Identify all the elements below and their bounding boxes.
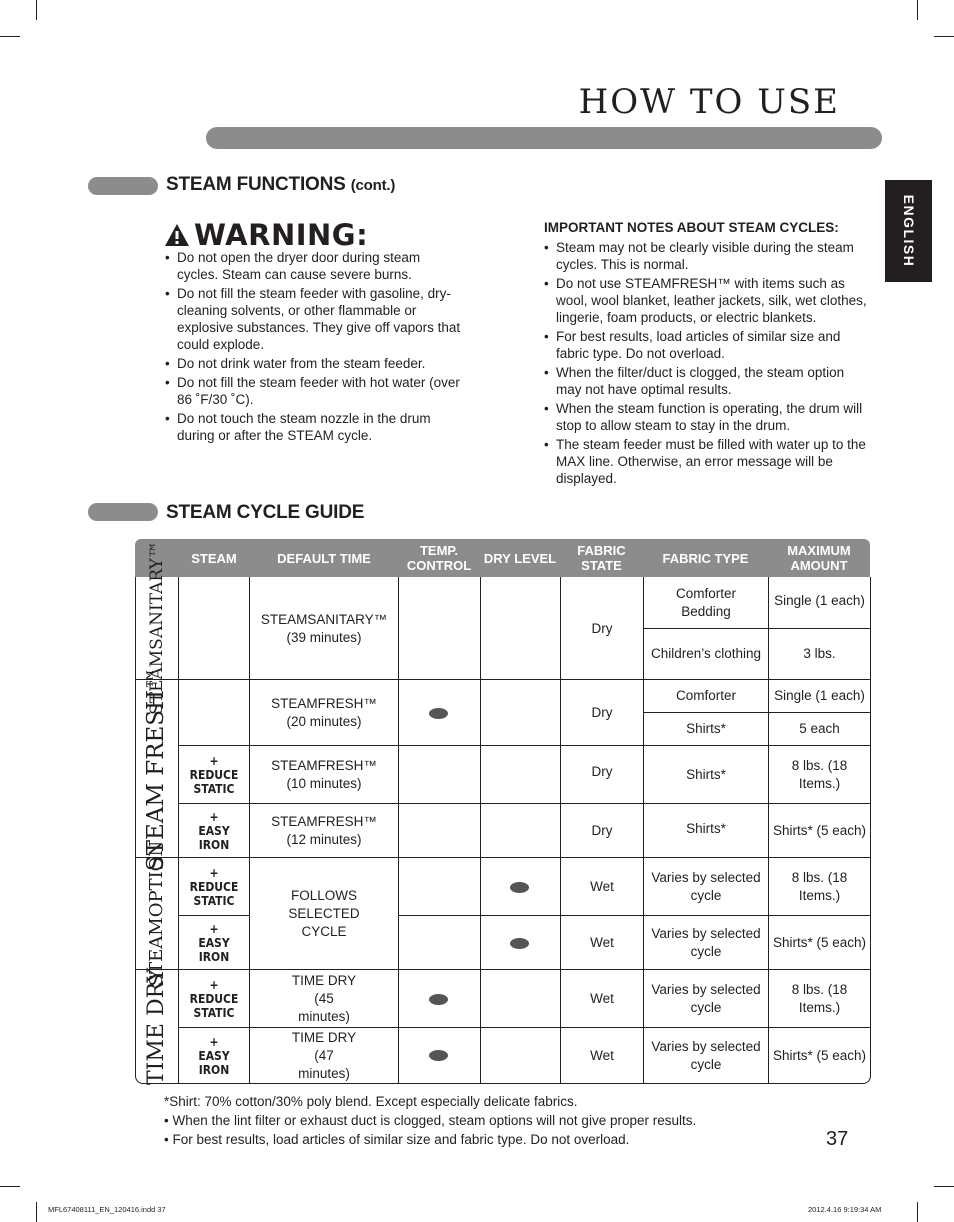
column-header-temp-control: TEMP. CONTROL [406, 543, 472, 573]
fabric-type-cell: Varies by selected cycle [651, 981, 761, 1015]
default-time-cell: TIME DRY (47 minutes) [291, 1029, 357, 1081]
group-label-time-dry: TIME DRY [144, 968, 169, 1085]
notes-title: IMPORTANT NOTES ABOUT STEAM CYCLES: [544, 220, 839, 235]
column-header-fabric-type: FABRIC TYPE [662, 550, 749, 566]
title-bar [206, 127, 882, 149]
column-header-maximum-amount: MAXIMUM AMOUNT [787, 543, 851, 573]
fabric-type-cell: Shirts* [686, 766, 726, 782]
fabric-state-cell: Dry [591, 704, 613, 720]
print-slug-filename: MFL67408111_EN_120416.indd 37 [48, 1205, 166, 1214]
steam-function-reduce-static: + REDUCE STATIC [189, 753, 239, 796]
steam-function-reduce-static: + REDUCE STATIC [189, 865, 239, 908]
list-item: • When the steam function is operating, the drum will stop to allow steam to stay in the drum. [544, 400, 870, 434]
warning-icon [164, 223, 190, 247]
default-time-cell: FOLLOWS SELECTED CYCLE [288, 887, 360, 939]
crop-mark [0, 36, 20, 37]
max-amount-cell: 3 lbs. [803, 646, 836, 661]
group-label-steam-option: STEAMOPTION [146, 840, 167, 987]
fabric-state-cell: Dry [591, 822, 613, 838]
default-time-cell: TIME DRY (45 minutes) [291, 972, 357, 1024]
language-tab: ENGLISH [885, 180, 932, 282]
default-time-cell: STEAMSANITARY™ (39 minutes) [260, 611, 388, 645]
group-label-steamsanitary: STEAMSANITARY™ [146, 541, 167, 715]
list-item: • Steam may not be clearly visible during the steam cycles. This is normal. [544, 239, 870, 273]
page-number: 37 [826, 1128, 849, 1150]
section-pill [88, 177, 158, 195]
section-heading-steam-cycle-guide: STEAM CYCLE GUIDE [166, 502, 365, 523]
crop-mark [934, 36, 954, 37]
page-title: HOW TO USE [578, 82, 840, 122]
column-header-fabric-state: FABRIC STATE [577, 543, 626, 573]
fabric-type-cell: Children’s clothing [650, 646, 762, 661]
list-item: • Do not use STEAMFRESH™ with items such as wool, wool blanket, leather jackets, silk, wet clothes, lingerie, foam products, or electric blankets. [544, 275, 870, 326]
steam-function-reduce-static: + REDUCE STATIC [189, 977, 239, 1020]
warning-list [165, 249, 465, 446]
crop-mark [36, 1202, 37, 1222]
max-amount-cell: Single (1 each) [774, 593, 865, 608]
table-divider [480, 577, 481, 1083]
max-amount-cell: Shirts* (5 each) [772, 1047, 867, 1063]
crop-mark [0, 1186, 20, 1187]
fabric-state-cell: Wet [590, 1047, 614, 1063]
fabric-state-cell: Dry [591, 620, 613, 636]
fabric-state-cell: Dry [591, 764, 613, 779]
crop-mark [934, 1186, 954, 1187]
table-header [135, 539, 870, 577]
fabric-state-cell: Wet [590, 878, 614, 894]
fabric-type-cell: Varies by selected cycle [651, 869, 761, 903]
max-amount-cell: Single (1 each) [774, 688, 865, 703]
list-item: • When the filter/duct is clogged, the steam option may not have optimal results. [544, 364, 870, 398]
default-time-cell: STEAMFRESH™ (20 minutes) [271, 695, 377, 729]
dry-level-indicator [510, 882, 529, 893]
steam-function-easy-iron: + EASY IRON [198, 1034, 230, 1077]
section-pill [88, 503, 158, 521]
max-amount-cell: Shirts* (5 each) [772, 934, 867, 950]
column-header-steam: STEAM [191, 550, 237, 566]
max-amount-cell: 8 lbs. (18 Items.) [791, 981, 848, 1015]
fabric-type-cell: Comforter [675, 688, 736, 703]
list-item: • The steam feeder must be filled with water up to the MAX line. Otherwise, an error message will be displayed. [544, 436, 870, 487]
default-time-cell: STEAMFRESH™ (12 minutes) [271, 813, 377, 847]
fabric-state-cell: Wet [590, 934, 614, 950]
crop-mark [917, 0, 918, 20]
warning-title: WARNING: [164, 218, 368, 252]
temp-control-indicator [429, 708, 448, 719]
temp-control-indicator [429, 994, 448, 1005]
column-header-dry-level: DRY LEVEL [483, 550, 557, 566]
max-amount-cell: Shirts* (5 each) [772, 822, 867, 838]
column-header-default-time: DEFAULT TIME [277, 550, 371, 566]
notes-list [544, 239, 870, 489]
print-slug-timestamp: 2012.4.16 9:19:34 AM [808, 1205, 882, 1214]
list-item: • Do not open the dryer door during steam cycles. Steam can cause severe burns. [165, 249, 465, 283]
table-divider [398, 577, 399, 1083]
list-item: • Do not drink water from the steam feeder. [165, 355, 465, 372]
crop-mark [36, 0, 37, 20]
list-item: • For best results, load articles of similar size and fabric type. Do not overload. [544, 328, 870, 362]
max-amount-cell: 8 lbs. (18 Items.) [791, 869, 848, 903]
dry-level-indicator [510, 938, 529, 949]
section-heading-steam-functions: STEAM FUNCTIONS (cont.) [166, 174, 396, 195]
footnote-best-results: • For best results, load articles of similar size and fabric type. Do not overload. [164, 1132, 630, 1147]
fabric-type-cell: Comforter Bedding [675, 586, 736, 619]
group-label-steam-fresh: STEAM FRESH™ [143, 666, 170, 871]
steam-function-easy-iron: + EASY IRON [198, 921, 230, 964]
max-amount-cell: 8 lbs. (18 Items.) [791, 757, 848, 791]
crop-mark [917, 1202, 918, 1222]
fabric-type-cell: Shirts* [686, 821, 726, 836]
max-amount-cell: 5 each [799, 721, 840, 736]
fabric-type-cell: Varies by selected cycle [651, 1038, 761, 1072]
fabric-type-cell: Varies by selected cycle [651, 925, 761, 959]
fabric-state-cell: Wet [590, 990, 614, 1006]
fabric-type-cell: Shirts* [686, 721, 726, 736]
steam-function-easy-iron: + EASY IRON [198, 809, 230, 852]
list-item: • Do not fill the steam feeder with hot water (over 86 ˚F/30 ˚C). [165, 374, 465, 408]
default-time-cell: STEAMFRESH™ (10 minutes) [271, 757, 377, 791]
list-item: • Do not fill the steam feeder with gasoline, dry-cleaning solvents, or other flammable or explosive substances. They give off vapors that could explode. [165, 285, 465, 353]
footnote-lint-filter: • When the lint filter or exhaust duct is clogged, steam options will not give proper results. [164, 1113, 697, 1128]
temp-control-indicator [429, 1050, 448, 1061]
footnote-shirt: *Shirt: 70% cotton/30% poly blend. Except especially delicate fabrics. [164, 1094, 578, 1109]
list-item: • Do not touch the steam nozzle in the drum during or after the STEAM cycle. [165, 410, 465, 444]
